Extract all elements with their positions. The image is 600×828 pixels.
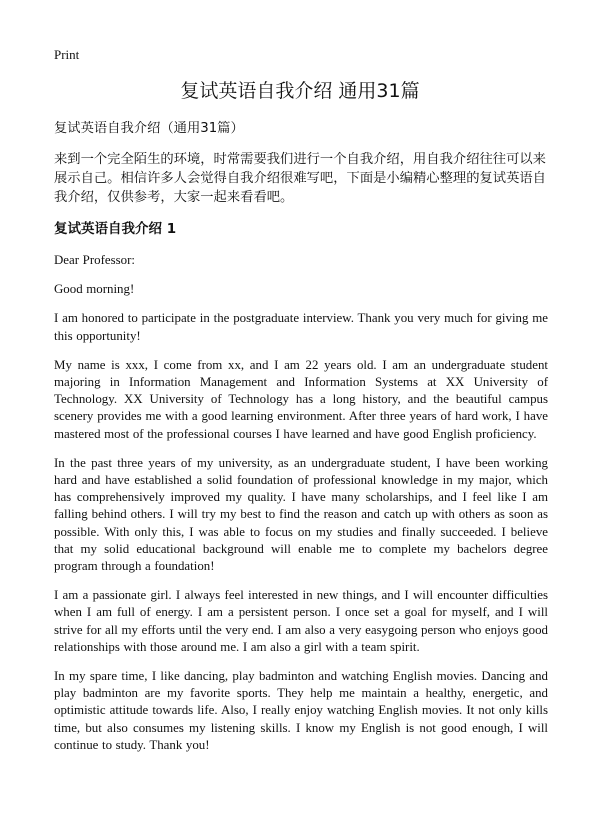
body-paragraph: I am honored to participate in the postgraduate interview. Thank you very much for giving me this opportunity! xyxy=(54,311,548,343)
intro-paragraph: 来到一个完全陌生的环境，时常需要我们进行一个自我介绍，用自我介绍往往可以来展示自己。相信许多人会觉得自我介绍很难写吧，下面是小编精心整理的复试英语自我介绍，仅供参考，大家一起来看看吧。 xyxy=(54,152,546,205)
body-paragraph: In the past three years of my university, as an undergraduate student, I have been working hard and have established a solid foundation of professional knowledge in my major, which has comprehensively improved my quality. I have many scholarships, and I feel like I am falling behind others. I will try my best to find the reason and catch up with others as soon as possible. With only this, I was able to focus on my studies and finally succeeded. I believe that my solid educational background will enable me to complete my bachelors degree program through a foundation! xyxy=(54,455,548,574)
section-heading: 复试英语自我介绍 1 xyxy=(54,221,177,237)
document-subtitle: 复试英语自我介绍（通用31篇） xyxy=(54,121,244,136)
print-link[interactable]: Print xyxy=(54,47,80,62)
body-paragraph: In my spare time, I like dancing, play badminton and watching English movies. Dancing and play badminton are my favorite sports. They help me maintain a healthy, energetic, and optimistic attitude towards life. Also, I really enjoy watching English movies. It not only kills time, but also consumes my listening skills. I know my English is not good enough, I will continue to study. Thank you! xyxy=(54,669,548,752)
salutation: Dear Professor: xyxy=(54,253,135,267)
greeting: Good morning! xyxy=(54,282,135,297)
document-title: 复试英语自我介绍 通用31篇 xyxy=(180,80,420,102)
document-content xyxy=(54,120,548,766)
body-paragraph: I am a passionate girl. I always feel interested in new things, and I will encounter difficulties when I am full of energy. I am a persistent person. I once set a goal for myself, and I will strive for all my efforts until the very end. I am also a very easygoing person who enjoys good relationships with those around me. I am also a girl with a team spirit. xyxy=(54,588,548,654)
body-paragraph: My name is xxx, I come from xx, and I am 22 years old. I am an undergraduate student majoring in Information Management and Information Systems at XX University of Technology. XX University of Technology has a long history, and the beautiful campus scenery provides me with a good learning environment. After three years of hard work, I have mastered most of the professional courses I have learned and have good English proficiency. xyxy=(54,357,548,441)
